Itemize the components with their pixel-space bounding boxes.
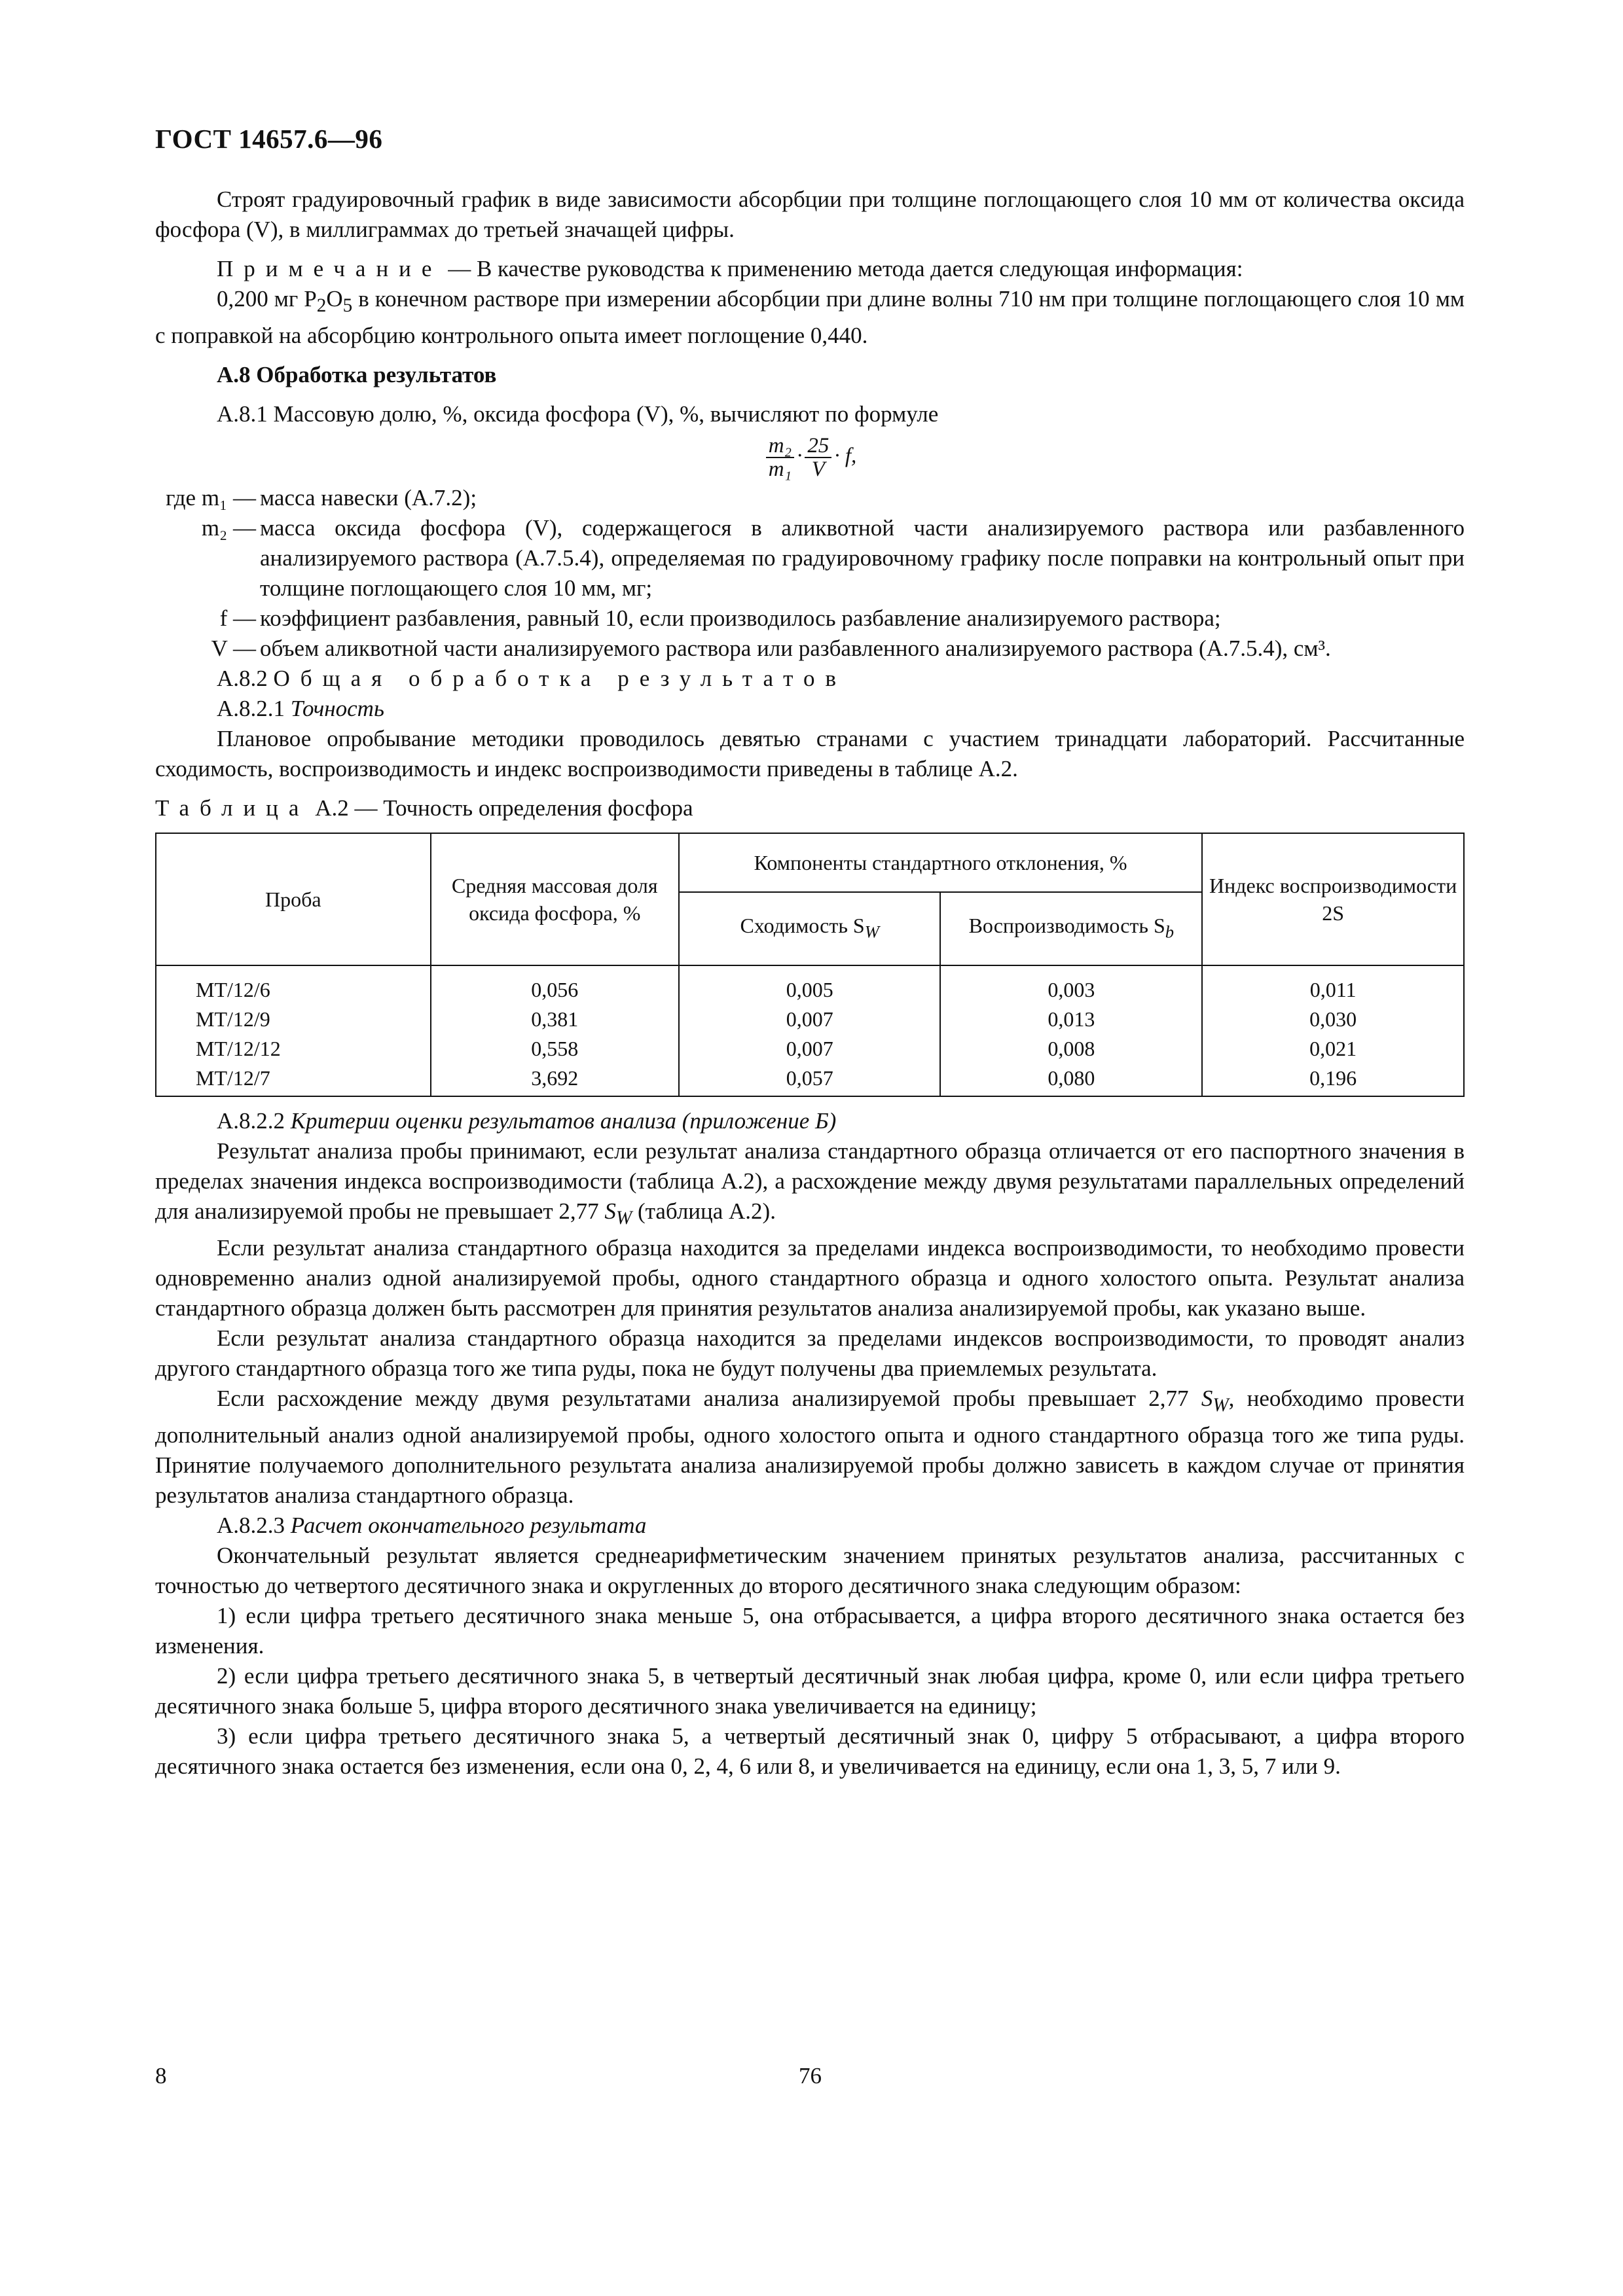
a822-1-symbol: S [604,1198,616,1224]
col-header-components: Компоненты стандартного отклонения, % [679,833,1202,892]
paragraph-a823: Окончательный результат является среднеарифметическим значением принятых результатов анализа, рассчитанных с точностью до четвертого десятичного знака и округленных до второго десятичного знака следующим образом: [155,1543,1465,1598]
col-header-sample: Проба [156,833,431,965]
formula-dot: · [797,444,803,468]
formula-num-25: 25 [805,435,831,458]
a822-4-text: Если расхождение между двумя результатами анализа анализируемой пробы превышает 2,77 [217,1386,1201,1411]
table-row [156,1064,1464,1096]
formula [155,435,1465,480]
section-heading-a82 [155,664,1465,694]
paragraph-a822-3: Если результат анализа стандартного образца находится за пределами индексов воспроизводимости, то проводят анализ другого стандартного образца того же типа руды, пока не будут получены два приемлемых результата. [155,1325,1465,1381]
table-cell: 0,030 [1202,1005,1464,1034]
section-heading-a821 [155,694,1465,724]
paragraph-graph: Строят градуировочный график в виде зависимости абсорбции при толщине поглощающего слоя 10 мм от количества оксида фосфора (V), в миллиграммах до третьей значащей цифры. [155,187,1465,242]
a822-1-tail: (таблица А.2). [632,1198,776,1224]
table-cell: 0,057 [679,1064,941,1096]
a82-number: А.8.2 [217,666,274,691]
col-header-mean: Средняя массовая доля оксида фосфора, % [431,833,679,965]
note-detail-b: O [326,286,343,312]
a822-4-sub: W [1213,1395,1229,1416]
note-detail-a: 0,200 мг P [217,286,317,312]
paragraph-plan: Плановое опробывание методики проводилось девятью странами с участием тринадцати лабораторий. Рассчитанные сходимость, воспроизводимость и индекс воспроизводимости приведены в таблице А.2. [155,726,1465,781]
a823-number: А.8.2.3 [217,1513,291,1538]
paragraph-a822-1 [155,1136,1465,1233]
note-text: — В качестве руководства к применению метода дается следующая информация: [442,256,1243,281]
table-caption-text: А.2 — Точность определения фосфора [309,795,693,821]
table-cell: 0,007 [679,1005,941,1034]
table-caption-label: Таблица [155,795,310,821]
a822-number: А.8.2.2 [217,1108,291,1134]
def-text: масса оксида фосфора (V), содержащегося в аликвотной части анализируемого раствора или разбавленного анализируемого раствора (А.7.5.4), определяемая по градуировочному графику после поправки на контрольный опыт при толщине поглощающего слоя 10 мм, мг; [260,515,1465,601]
document-header: ГОСТ 14657.6—96 [155,124,383,154]
col-header-index: Индекс воспроизводимости 2S [1202,833,1464,965]
paragraph-a81: А.8.1 Массовую долю, %, оксида фосфора (V), %, вычисляют по формуле [217,401,939,427]
def-text: коэффициент разбавления, равный 10, если производилось разбавление анализируемого раствора; [260,605,1221,631]
table-cell: 0,005 [679,965,941,1005]
note-sub-5: 5 [342,295,353,316]
formula-den-m1: m₁ [768,457,792,481]
table-caption [155,793,1465,823]
table-row [156,1005,1464,1034]
a821-number: А.8.2.1 [217,696,291,721]
reprod-sub: b [1165,922,1175,942]
col-header-reproducibility [940,892,1202,965]
note-sub-2: 2 [316,295,327,316]
paragraph-a822-4 [155,1384,1465,1511]
paragraph-a822-2: Если результат анализа стандартного образца находится за пределами индекса воспроизводимости, то необходимо провести одновременно анализ одной анализируемой пробы, одного стандартного образца и одного холостого опыта. Результат анализа стандартного образца должен быть рассмотрен для принятия результатов анализа анализируемой пробы, как указано выше. [155,1235,1465,1321]
note-detail-c: в конечном растворе при измерении абсорбции при длине волны 710 нм при толщине поглощающего слоя 10 мм с поправкой на абсорбцию контрольного опыта имеет поглощение 0,440. [155,286,1465,348]
formula-fraction-mass [766,435,794,480]
table-row [156,1034,1464,1064]
table-cell: МТ/12/9 [156,1005,431,1034]
table-cell: 0,381 [431,1005,679,1034]
page-number-left: 8 [155,2063,167,2089]
def-sym: V — [211,636,256,661]
def-sym: где m₁ — [166,485,256,511]
table-cell: МТ/12/7 [156,1064,431,1096]
def-sym: m₂ — [201,515,256,541]
a822-4-symbol: S [1201,1386,1213,1411]
repeat-label: Сходимость S [740,914,865,938]
reprod-label: Воспроизводимость S [968,914,1165,938]
table-cell: 0,013 [940,1005,1202,1034]
table-cell: 0,021 [1202,1034,1464,1064]
formula-tail: · f, [834,444,857,468]
col-header-repeatability [679,892,941,965]
section-heading-a822 [155,1106,1465,1136]
table-cell: 0,007 [679,1034,941,1064]
table-cell: 3,692 [431,1064,679,1096]
formula-fraction-volume [805,435,831,480]
table-cell: 0,008 [940,1034,1202,1064]
def-sym: f — [219,605,256,631]
note-label: Примечание [217,256,443,281]
note-detail [155,284,1465,351]
a822-1-sub: W [615,1208,632,1229]
list-item: 2) если цифра третьего десятичного знака 5, в четвертый десятичный знак любая цифра, кроме 0, или если цифра третьего десятичного знака больше 5, цифра второго десятичного знака увеличивается на единицу; [155,1663,1465,1719]
a823-title: Расчет окончательного результата [290,1513,647,1538]
def-text: масса навески (А.7.2); [260,485,477,511]
formula-num-m2: m₂ [766,435,794,458]
a82-title: Общая обработка результатов [273,666,847,691]
list-item: 3) если цифра третьего десятичного знака 5, а четвертый десятичный знак 0, цифру 5 отбрасывают, а цифра второго десятичного знака остается без изменения, если она 0, 2, 4, 6 или 8, и увеличивается на единицу, если она 1, 3, 5, 7 или 9. [155,1723,1465,1779]
a821-title: Точность [290,696,384,721]
def-text: объем аликвотной части анализируемого раствора или разбавленного анализируемого раствора (А.7.5.4), см³. [260,636,1331,661]
note [155,254,1465,284]
table-cell: 0,003 [940,965,1202,1005]
page-content [155,185,1465,1782]
table-row [156,965,1464,1005]
precision-table [155,833,1465,1097]
a822-4-tail: , необходимо провести дополнительный анализ одной анализируемой пробы, одного холостого опыта и одного стандартного образца того же типа руды. Принятие получаемого дополнительного результата анализа анализируемой пробы должно зависеть в каждом случае от принятия результатов анализа стандартного образца. [155,1386,1465,1508]
definitions [155,483,1465,664]
table-cell: МТ/12/6 [156,965,431,1005]
section-heading-a8: А.8 Обработка результатов [217,362,497,387]
table-cell: 0,196 [1202,1064,1464,1096]
table-cell: 0,558 [431,1034,679,1064]
formula-den-v: V [811,457,825,481]
table-cell: 0,080 [940,1064,1202,1096]
a822-title: Критерии оценки результатов анализа (приложение Б) [290,1108,837,1134]
section-heading-a823 [155,1511,1465,1541]
repeat-sub: W [864,922,879,942]
a822-1-text: Результат анализа пробы принимают, если результат анализа стандартного образца отличается от его паспортного значения в пределах значения индекса воспроизводимости (таблица А.2), а расхождение между двумя результатами параллельных определений для анализируемой пробы не превышает 2,77 [155,1138,1465,1224]
list-item: 1) если цифра третьего десятичного знака меньше 5, она отбрасывается, а цифра второго десятичного знака остается без изменения. [155,1603,1465,1659]
table-cell: МТ/12/12 [156,1034,431,1064]
table-cell: 0,011 [1202,965,1464,1005]
page-number-center: 76 [799,2063,822,2089]
table-cell: 0,056 [431,965,679,1005]
